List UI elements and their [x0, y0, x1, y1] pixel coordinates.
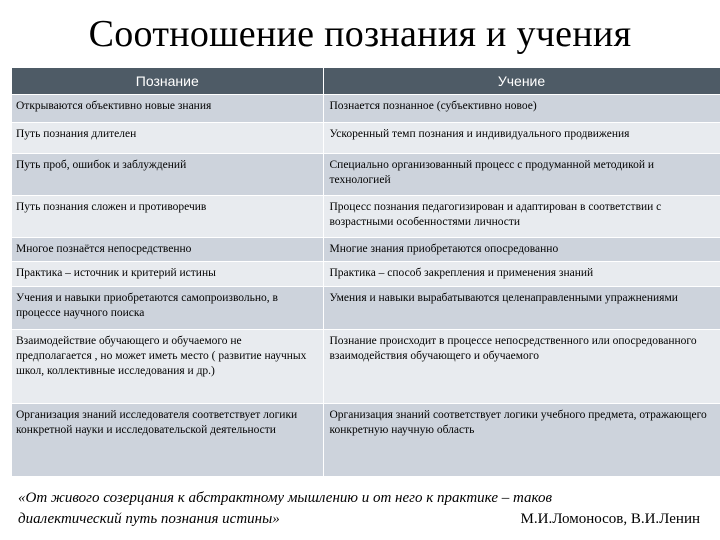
table-cell: Познается познанное (субъективно новое)	[323, 95, 720, 123]
table-cell: Практика – способ закрепления и применения знаний	[323, 262, 720, 287]
quote-author: М.И.Ломоносов, В.И.Ленин	[520, 511, 700, 527]
table-row	[12, 196, 720, 238]
comparison-table	[12, 68, 720, 476]
quote-line-1: «От живого созерцания к абстрактному мышлению и от него к практике – таков	[18, 490, 552, 506]
quote-block	[18, 488, 708, 530]
table-cell: Специально организованный процесс с продуманной методикой и технологией	[323, 154, 720, 196]
table-row	[12, 404, 720, 476]
column-header-cognition: Познание	[12, 68, 323, 95]
table-cell: Взаимодействие обучающего и обучаемого не предполагается , но может иметь место ( развитие научных школ, коллективные исследования и др.)	[12, 330, 323, 404]
table-cell: Учения и навыки приобретаются самопроизвольно, в процессе научного поиска	[12, 287, 323, 330]
table-cell: Многое познаётся непосредственно	[12, 238, 323, 262]
table-cell: Путь познания сложен и противоречив	[12, 196, 323, 238]
column-header-learning: Учение	[323, 68, 720, 95]
table-header-row	[12, 68, 720, 95]
table-row	[12, 287, 720, 330]
table-cell: Путь проб, ошибок и заблуждений	[12, 154, 323, 196]
table-cell: Многие знания приобретаются опосредованно	[323, 238, 720, 262]
table-row	[12, 262, 720, 287]
table-cell: Процесс познания педагогизирован и адаптирован в соответствии с возрастными особенностями личности	[323, 196, 720, 238]
table-row	[12, 330, 720, 404]
table-row	[12, 238, 720, 262]
table-cell: Практика – источник и критерий истины	[12, 262, 323, 287]
table-cell: Организация знаний исследователя соответствует логики конкретной науки и исследовательской деятельности	[12, 404, 323, 476]
table-cell: Ускоренный темп познания и индивидуального продвижения	[323, 123, 720, 154]
quote-line-2: диалектический путь познания истины»	[18, 511, 280, 527]
table-cell: Умения и навыки вырабатываются целенаправленными упражнениями	[323, 287, 720, 330]
table-row	[12, 154, 720, 196]
table-row	[12, 123, 720, 154]
table-row	[12, 95, 720, 123]
table-cell: Открываются объективно новые знания	[12, 95, 323, 123]
page-title: Соотношение познания и учения	[88, 13, 632, 55]
table-cell: Познание происходит в процессе непосредственного или опосредованного взаимодействия обучающего и обучаемого	[323, 330, 720, 404]
table-cell: Путь познания длителен	[12, 123, 323, 154]
table-cell: Организация знаний соответствует логики учебного предмета, отражающего конкретную научную область	[323, 404, 720, 476]
